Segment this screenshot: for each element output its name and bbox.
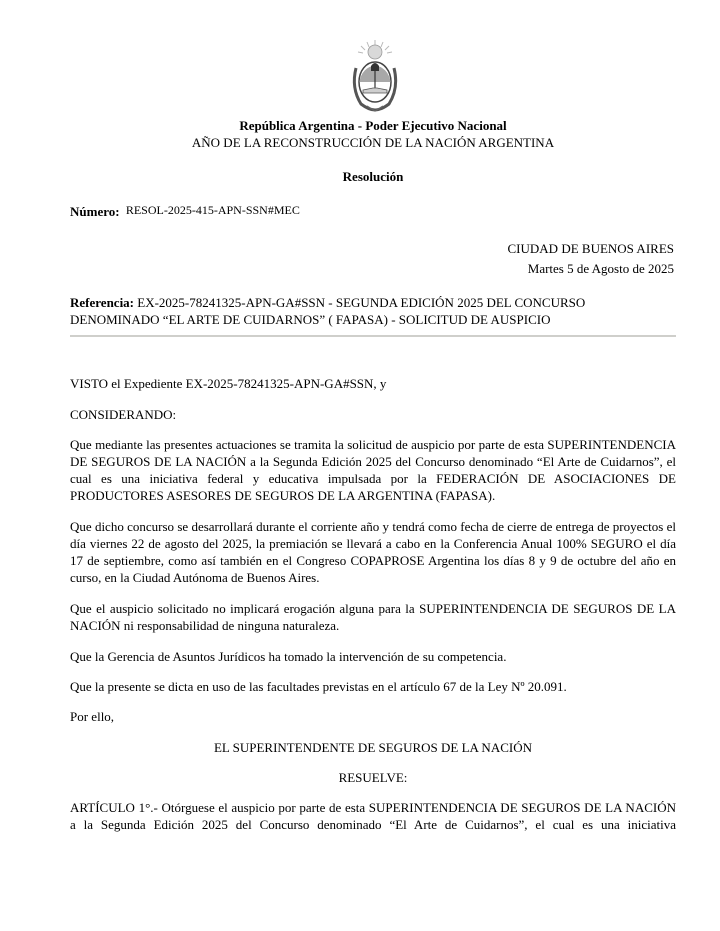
reference-label: Referencia: (70, 295, 135, 310)
document-type-title: Resolución (342, 169, 404, 184)
header-year-motto: AÑO DE LA RECONSTRUCCIÓN DE LA NACIÓN ARGENTINA (191, 135, 555, 150)
considerando-paragraph-1: Que mediante las presentes actuaciones se tramita la solicitud de auspicio por parte de esta SUPERINTENDENCIA DE SEGUROS DE LA NACIÓN a la Segunda Edición 2025 del Concurso denominado “El Arte de Cuidarnos”, el cual es una iniciativa federal y educativa impulsada por la FEDERACIÓN DE ASOCIACIONES DE PRODUCTORES ASESORES DE SEGUROS DE LA ARGENTINA (FAPASA). (70, 437, 676, 503)
considerando-paragraph-3: Que el auspicio solicitado no implicará erogación alguna para la SUPERINTENDENCIA DE SEGUROS DE LA NACIÓN ni responsabilidad de ninguna naturaleza. (70, 601, 676, 633)
resuelve-heading: RESUELVE: (338, 770, 408, 785)
article-1: ARTÍCULO 1°.- Otórguese el auspicio por parte de esta SUPERINTENDENCIA DE SEGUROS DE LA NACIÓN a la Segunda Edición 2025 del Concurso denominado “El Arte de Cuidarnos”, el cual es una iniciativa (70, 800, 676, 832)
header-republica: República Argentina - Poder Ejecutivo Nacional (239, 118, 507, 133)
reference-text: EX-2025-78241325-APN-GA#SSN - SEGUNDA EDICIÓN 2025 DEL CONCURSO DENOMINADO “EL ARTE DE CUIDARNOS” ( FAPASA) - SOLICITUD DE AUSPICIO (70, 295, 586, 327)
city: CIUDAD DE BUENOS AIRES (507, 241, 674, 256)
reference (70, 294, 676, 328)
considerando-paragraph-2: Que dicho concurso se desarrollará durante el corriente año y tendrá como fecha de cierre de entrega de proyectos el día viernes 22 de agosto del 2025, la premiación se llevará a cabo en la Conferencia Anual 100% SEGURO el día 17 de septiembre, como así también en el Congreso COPAPROSE Argentina los días 8 y 9 de octubre del año en curso, en la Ciudad Autónoma de Buenos Aires. (70, 519, 676, 585)
visto-paragraph: VISTO el Expediente EX-2025-78241325-APN-GA#SSN, y (70, 376, 387, 391)
resolution-number-label: Número: (70, 204, 120, 219)
considerando-paragraph-4: Que la Gerencia de Asuntos Jurídicos ha tomado la intervención de su competencia. (70, 649, 507, 664)
resolution-number (70, 203, 300, 221)
date: Martes 5 de Agosto de 2025 (527, 261, 674, 276)
resolution-number-value: RESOL-2025-415-APN-SSN#MEC (125, 203, 300, 217)
considerando-heading: CONSIDERANDO: (70, 407, 177, 422)
header-divider (70, 335, 676, 337)
considerando-paragraph-5: Que la presente se dicta en uso de las facultades previstas en el artículo 67 de la Ley Nº 20.091. (70, 679, 567, 694)
por-ello: Por ello, (70, 709, 115, 724)
argentina-coat-of-arms-icon (347, 38, 403, 114)
authority-title: EL SUPERINTENDENTE DE SEGUROS DE LA NACIÓN (213, 740, 532, 755)
